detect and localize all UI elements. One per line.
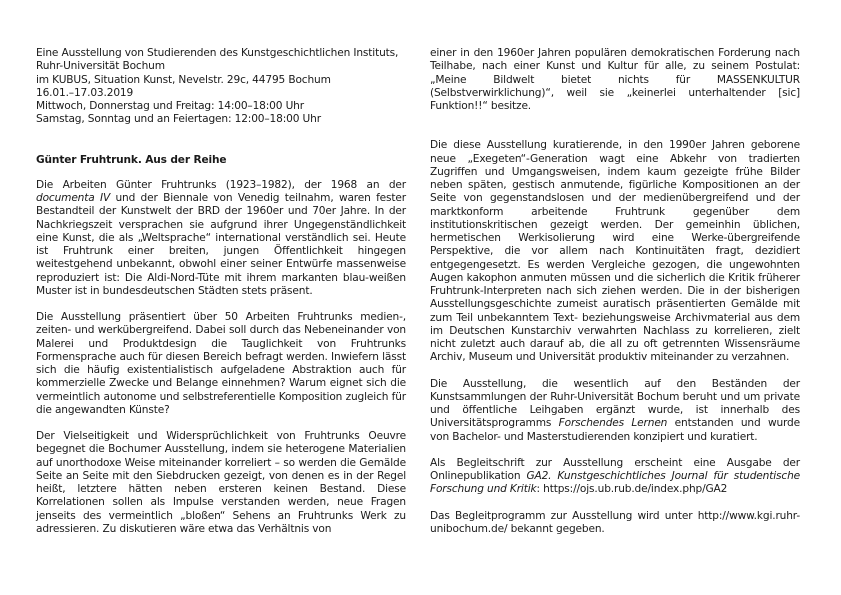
paragraph-1 xyxy=(36,179,406,298)
hours-weekday: Mittwoch, Donnerstag und Freitag: 14:00–18:00 Uhr xyxy=(36,100,304,112)
exhibition-title-line2: Ruhr-Universität Bochum xyxy=(36,60,165,73)
paragraph-7 xyxy=(430,457,800,497)
paragraph-8: Das Begleitprogramm zur Ausstellung wird unter http://www.kgi.ruhr-unibochum.de/ bekannt gegeben. xyxy=(430,509,800,535)
paragraph-5: Die diese Ausstellung kuratierende, in den 1990er Jahren geborene neue „Exegeten“-Generation wagt eine Abkehr von tradierten Zugriffen und Umgangsweisen, indem kaum gezeigte frühe Bilder neben späten, gestisch anmutende, figürliche Kompositionen an der Seite von gegenstandslosen und der medienübergreifend und der marktkonform arbeitende Fruhtrunk gegenüber dem institutionskritischen gezeigt werden. Der gemeinhin üblichen, hermetischen Werkisolierung wird eine Werke-übergreifende Perspektive, die vor allem nach Kontinuitäten fragt, dezidiert entgegengesetzt. Es werden Vergleiche gezogen, die ungewohnten Augen kakophon anmuten müssen und die sicherlich die Kritik früherer Fruhtrunk-Interpreten nach sich ziehen werden. Die in der bisherigen Ausstellungsgeschichte zumeist auratisch präsentierten Gemälde mit zum Teil unbekanntem Text- beziehungsweise Archivmaterial aus dem im Deutschen Kunstarchiv verwahrten Nachlass zu korrelieren, zielt nicht zuletzt auch darauf ab, die all zu oft getrennten Wissensräume Archiv, Museum und Universität produktiv miteinander zu verzahnen. xyxy=(430,139,800,364)
paragraph-1-part-c: und der Biennale von Venedig teilnahm, waren fester Bestandteil der Kunstwelt der BRD der 1960er und 70er Jahre. In der Nachkriegszeit versprachen sie aufgrund ihrer Ungegenständlichkeit eine Kunst, die als „Weltsprache“ international verständlich sei. Heute ist Fruhtrunk einer breiten, jungen Öffentlichkeit hingegen weitestgehend unbekannt, obwohl einer seiner Entwürfe massenweise reproduziert ist: Die Aldi-Nord-Tüte mit ihrem markanten blau-weißen Muster ist in bundesdeutschen Städten stets präsent. xyxy=(36,192,406,297)
exhibition-dates: 16.01.–17.03.2019 xyxy=(36,86,134,99)
section-heading: Günter Fruhtrunk. Aus der Reihe xyxy=(36,153,227,166)
left-column xyxy=(36,47,406,536)
paragraph-4: einer in den 1960er Jahren populären demokratischen Forderung nach Teilhabe, nach einer Kunst und Kultur für alle, zu seinem Postulat: „Meine Bildwelt bietet nichts für MASSENKULTUR (Selbstverwirklichung)“, weil sie „keinerlei unterhaltender [sic] Funktion!!“ besitze. xyxy=(430,47,800,112)
exhibition-title-line1: Eine Ausstellung von Studierenden des Kunstgeschichtlichen Instituts, xyxy=(36,47,399,59)
paragraph-2: Die Ausstellung präsentiert über 50 Arbeiten Fruhtrunks medien-, zeiten- und werkübergreifend. Dabei soll durch das Nebeneinander von Malerei und Produktdesign die Tauglichkeit von Fruhtrunks Formensprache auch für diesen Bereich befragt werden. Inwiefern lässt sich die häufig existentialistisch aufgeladene Abstraktion auch für kommerzielle Zwecke und Belange einnehmen? Warum eignet sich die vermeintlich autonome und selbstreferentielle Komposition zugleich für die angewandten Künste? xyxy=(36,311,406,416)
paragraph-1-documenta: documenta IV xyxy=(36,192,111,204)
paragraph-6 xyxy=(430,378,800,444)
paragraph-1-part-a: Die Arbeiten Günter Fruhtrunks (1923–1982), der 1968 an der xyxy=(36,178,406,191)
paragraph-7-journal: GA2. Kunstgeschichtliches Journal für studentische Forschung und Kritik xyxy=(430,470,800,496)
paragraph-6-part-a: Die Ausstellung, die wesentlich auf den Beständen der Kunstsammlungen der Ruhr-Universität Bochum beruht und um private und öffentliche Leihgaben ergänzt wurde, ist innerhalb des Universitätsprogramms xyxy=(430,377,800,430)
paragraph-7-part-a: Als Begleitschrift zur Ausstellung erscheint eine Ausgabe der Onlinepublikation xyxy=(430,456,800,482)
exhibition-location: im KUBUS, Situation Kunst, Nevelstr. 29c, 44795 Bochum xyxy=(36,73,331,86)
right-column xyxy=(430,47,800,536)
paragraph-6-part-c: entstanden und wurde von Bachelor- und Masterstudierenden konzipiert und kuratiert. xyxy=(430,417,800,443)
hours-weekend: Samstag, Sonntag und an Feiertagen: 12:00–18:00 Uhr xyxy=(36,113,321,126)
paragraph-7-part-c: : https://ojs.ub.rub.de/index.php/GA2 xyxy=(536,483,728,496)
exhibition-info xyxy=(36,47,406,127)
paragraph-3: Der Vielseitigkeit und Widersprüchlichkeit von Fruhtrunks Oeuvre begegnet die Bochumer Ausstellung, indem sie heterogene Materialien auf unorthodoxe Weise miteinander korreliert – so werden die Gemälde Seite an Seite mit den Siebdrucken gezeigt, von denen es in der Regel heißt, letztere hätten neben ersteren keinen Bestand. Diese Korrelationen sollen als Impulse verstanden werden, neue Fragen jenseits des vermeintlich „bloßen“ Sehens an Fruhtrunks Werk zu adressieren. Zu diskutieren wäre etwa das Verhältnis von xyxy=(36,430,406,535)
paragraph-6-program: Forschendes Lernen xyxy=(558,417,668,430)
